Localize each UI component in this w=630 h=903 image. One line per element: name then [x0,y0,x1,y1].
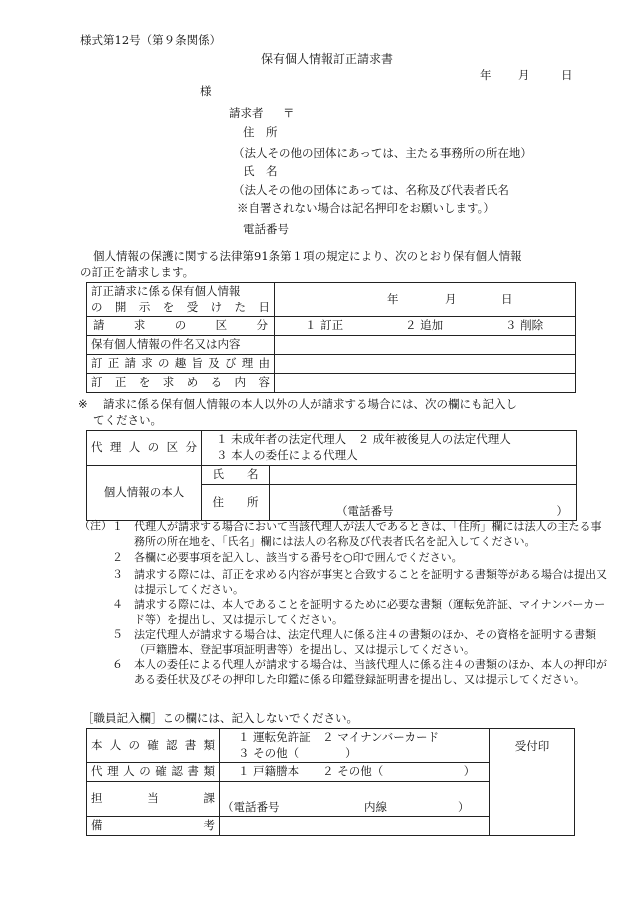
address-note: （法人その他の団体にあっては、主たる事務所の所在地） [233,146,532,160]
agent-notice-mark: ※ [78,397,88,411]
option-addition[interactable]: ２ 追加 [405,318,444,332]
reason-label: 訂 正 請 求 の 趣 旨 及 び 理 由 [87,355,275,374]
notes-heading: （注） [79,519,112,532]
disclosure-date-label: 訂正請求に係る保有個人情報 の 開 示 を 受 け た 日 [87,283,275,317]
subject-label: 保有個人情報の件名又は内容 [87,336,275,355]
office-heading: ［職員記入欄］この欄には、記入しないでください。 [82,711,358,725]
disclosure-date-field[interactable]: 年 月 日 [275,283,576,317]
seal-note: ※自署されない場合は記名押印をお願いします。） [237,201,495,215]
agent-id-docs-label: 代 理 人 の 確 認 書 類 [87,763,220,782]
department-label: 担 当 課 [87,782,220,817]
agent-notice-line-1: 請求に係る保有個人情報の本人以外の人が請求する場合には、次の欄にも記入し [103,397,517,411]
date-year: 年 [480,68,492,82]
principal-id-docs-label: 本 人 の 確 認 書 類 [87,729,220,763]
intro-line-2: の訂正を請求します。 [80,265,195,279]
addressee-suffix: 様 [200,84,212,98]
office-table [86,728,575,836]
form-number: 様式第12号（第９条関係） [80,33,222,47]
note-6: ６ 本人の委任による代理人が請求する場合は、当該代理人に係る注４の書類のほか、本人の押印がある委任状及びその押印した印鑑に係る印鑑登録証明書を提出し、又は提示してください。 [112,658,607,686]
principal-name-label: 氏 名 [202,466,270,485]
option-deletion[interactable]: ３ 削除 [505,318,544,332]
agent-id-docs-options: １ 戸籍謄本 ２ その他（ ） [220,763,490,782]
agent-type-label: 代 理 人 の 区 分 [87,431,202,466]
request-type-label: 請 求 の 区 分 [87,317,275,336]
agent-type-options[interactable]: １ 未成年者の法定代理人 ２ 成年被後見人の法定代理人 ３ 本人の委任による代理人 [202,431,577,466]
date-month: 月 [518,68,530,82]
reason-field[interactable] [275,355,576,374]
requester-label: 請求者 [229,106,264,120]
reception-stamp-box [490,729,575,836]
note-1: １ 代理人が請求する場合において当該代理人が法人であるときは、「住所」欄には法人の主たる事務所の所在地を、「氏名」欄には法人の名称及び代表者氏名を記入してください。 [112,520,602,548]
phone-label: 電話番号 [243,222,289,236]
content-label: 訂 正 を 求 め る 内 容 [87,374,275,393]
principal-address-label: 住 所 [202,485,270,521]
name-label: 氏 名 [243,164,278,178]
department-field: （電話番号 内線 ） [220,782,490,817]
principal-address-field[interactable]: （電話番号 ） [270,485,577,521]
note-3: ３ 請求する際には、訂正を求める内容が事実と合致することを証明する書類等がある場合は提出又は提示してください。 [112,568,607,596]
agent-table [86,430,577,521]
principal-phone-label: （電話番号 [336,503,394,518]
note-5: ５ 法定代理人が請求する場合は、法定代理人に係る注４の書類のほか、その資格を証明する書類（戸籍謄本、登記事項証明書等）を提出し、又は提示してください。 [112,628,596,656]
reception-stamp-label: 受付印 [514,739,550,753]
principal-name-field[interactable] [270,466,577,485]
content-field[interactable] [275,374,576,393]
option-correction[interactable]: １ 訂正 [305,318,344,332]
agent-notice-line-2: てください。 [93,413,162,427]
principal-label: 個人情報の本人 [87,466,202,521]
page-title: 保有個人情報訂正請求書 [261,52,394,66]
remarks-field [220,817,490,836]
postal-mark: 〒 [283,106,295,120]
request-type-options [275,317,576,336]
intro-line-1: 個人情報の保護に関する法律第91条第１項の規定により、次のとおり保有個人情報 [93,249,522,263]
subject-field[interactable] [275,336,576,355]
date-day: 日 [561,68,573,82]
request-table [86,282,576,393]
address-label: 住 所 [243,125,278,139]
principal-id-docs-options: １ 運転免許証 ２ マイナンバーカード ３ その他（ ） [220,729,490,763]
remarks-label: 備 考 [87,817,220,836]
note-4: ４ 請求する際には、本人であることを証明するために必要な書類（運転免許証、マイナンバーカード等）を提出し、又は提示してください。 [112,598,606,626]
name-note: （法人その他の団体にあっては、名称及び代表者氏名 [233,183,509,197]
note-2: ２ 各欄に必要事項を記入し、該当する番号を○印で囲んでください。 [112,551,463,564]
